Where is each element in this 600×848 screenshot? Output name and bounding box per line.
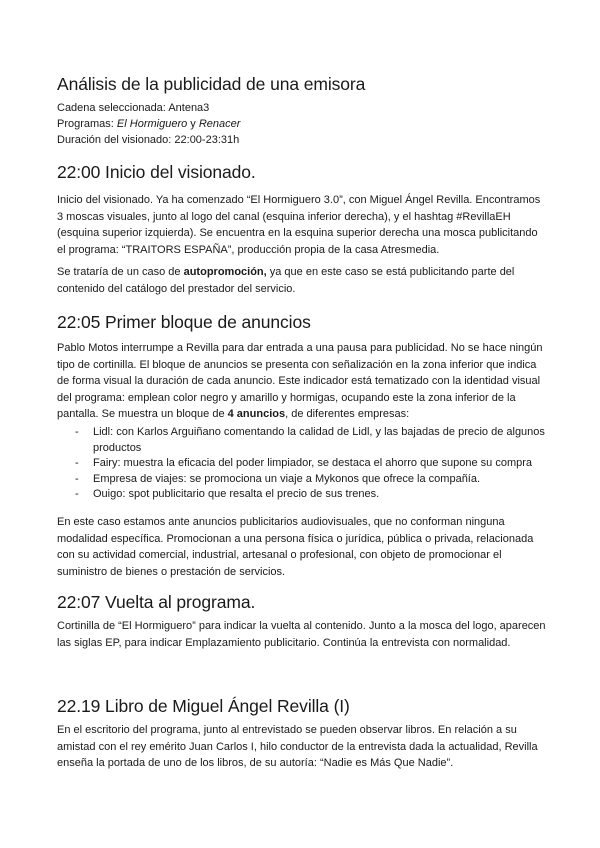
inicio-p2-after: ya que en este caso se está publicitando parte del contenido del catálogo del prestador del servicio. <box>57 266 515 295</box>
list-item <box>57 456 547 472</box>
bullet-dash: - <box>75 472 79 485</box>
meta-programas-conj: y <box>190 118 196 130</box>
meta-programa-1: El Hormiguero <box>116 118 188 130</box>
meta-programa-2: Renacer <box>198 118 241 130</box>
autopromocion-bold: autopromoción, <box>183 266 267 278</box>
section-inicio-paragraph-2 <box>57 264 547 297</box>
cuatro-anuncios-bold: 4 anuncios <box>227 408 286 420</box>
section-heading-libro: 22.19 Libro de Miguel Ángel Revilla (I) <box>57 696 350 716</box>
meta-duracion: Duración del visionado: 22:00-23:31h <box>57 134 240 146</box>
anuncios-list <box>57 425 547 503</box>
list-item <box>57 425 547 456</box>
bullet-dash: - <box>75 488 79 500</box>
list-item-text: Empresa de viajes: se promociona un viaje a Mykonos que ofrece la compañía. <box>93 472 481 485</box>
bullet-dash: - <box>75 426 79 438</box>
list-item-text: Lidl: con Karlos Arguiñano comentando la calidad de Lidl, y las bajadas de precio de algunos productos <box>93 426 545 454</box>
meta-cadena-value: Antena3 <box>168 102 210 114</box>
section-vuelta-paragraph-1: Cortinilla de “El Hormiguero” para indicar la vuelta al contenido. Junto a la mosca del logo, aparecen las siglas EP, para indicar Emplazamiento publicitario. Continúa la entrevista con normalidad. <box>57 620 546 649</box>
inicio-p2-before: Se trataría de un caso de <box>57 266 184 278</box>
meta-programas <box>57 116 240 132</box>
list-item <box>57 472 547 488</box>
section-primer-bloque-paragraph-2: En este caso estamos ante anuncios publicitarios audiovisuales, que no conforman ninguna modalidad específica. Promocionan a una persona física o jurídica, pública o privada, relacionada con su actividad comercial, industrial, artesanal o profesional, con objeto de promocionar el suministro de bienes o prestación de servicios. <box>57 516 534 578</box>
document-title: Análisis de la publicidad de una emisora <box>57 74 366 94</box>
meta-cadena-label: Cadena seleccionada: <box>57 102 166 114</box>
section-inicio-paragraph-1: Inicio del visionado. Ya ha comenzado “El Hormiguero 3.0”, con Miguel Ángel Revilla. Encontramos 3 moscas visuales, junto al logo del canal (esquina inferior derecha), y el hashtag #RevillaEH (esquina superior izquierda). Se encuentra en la esquina superior derecha una mosca publicitando el programa: “TRAITORS ESPAÑA”, producción propia de la casa Atresmedia. <box>57 194 541 256</box>
meta-programas-label: Programas: <box>57 118 114 130</box>
section-heading-vuelta: 22:07 Vuelta al programa. <box>57 592 256 612</box>
bullet-dash: - <box>75 457 79 469</box>
meta-cadena <box>57 100 209 116</box>
list-item-text: Ouigo: spot publicitario que resalta el precio de sus trenes. <box>93 488 380 500</box>
bloque-p1-before: Pablo Motos interrumpe a Revilla para dar entrada a una pausa para publicidad. No se hace ningún tipo de cortinilla. El bloque de anuncios se presenta con señalización en la zona inferior que indica de forma visual la duración de cada anuncio. Este indicador está tematizado con la identidad visual del programa: emplean color negro y amarillo y hormigas, ocupando este la zona inferior de la pantalla. Se muestra un bloque de <box>57 342 543 420</box>
list-item <box>57 487 547 503</box>
bloque-p1-after: , de diferentes empresas: <box>285 408 410 420</box>
section-libro-paragraph-1: En el escritorio del programa, junto al entrevistado se pueden observar libros. En relación a su amistad con el rey emérito Juan Carlos I, hilo conductor de la entrevista dada la actualidad, Revilla enseña la portada de uno de los libros, de su autoría: “Nadie es Más Que Nadie”. <box>57 724 538 769</box>
list-item-text: Fairy: muestra la eficacia del poder limpiador, se destaca el ahorro que supone su compra <box>93 457 533 469</box>
section-primer-bloque-paragraph-1 <box>57 340 547 423</box>
section-heading-primer-bloque: 22:05 Primer bloque de anuncios <box>57 312 311 332</box>
section-heading-inicio: 22:00 Inicio del visionado. <box>57 162 256 182</box>
